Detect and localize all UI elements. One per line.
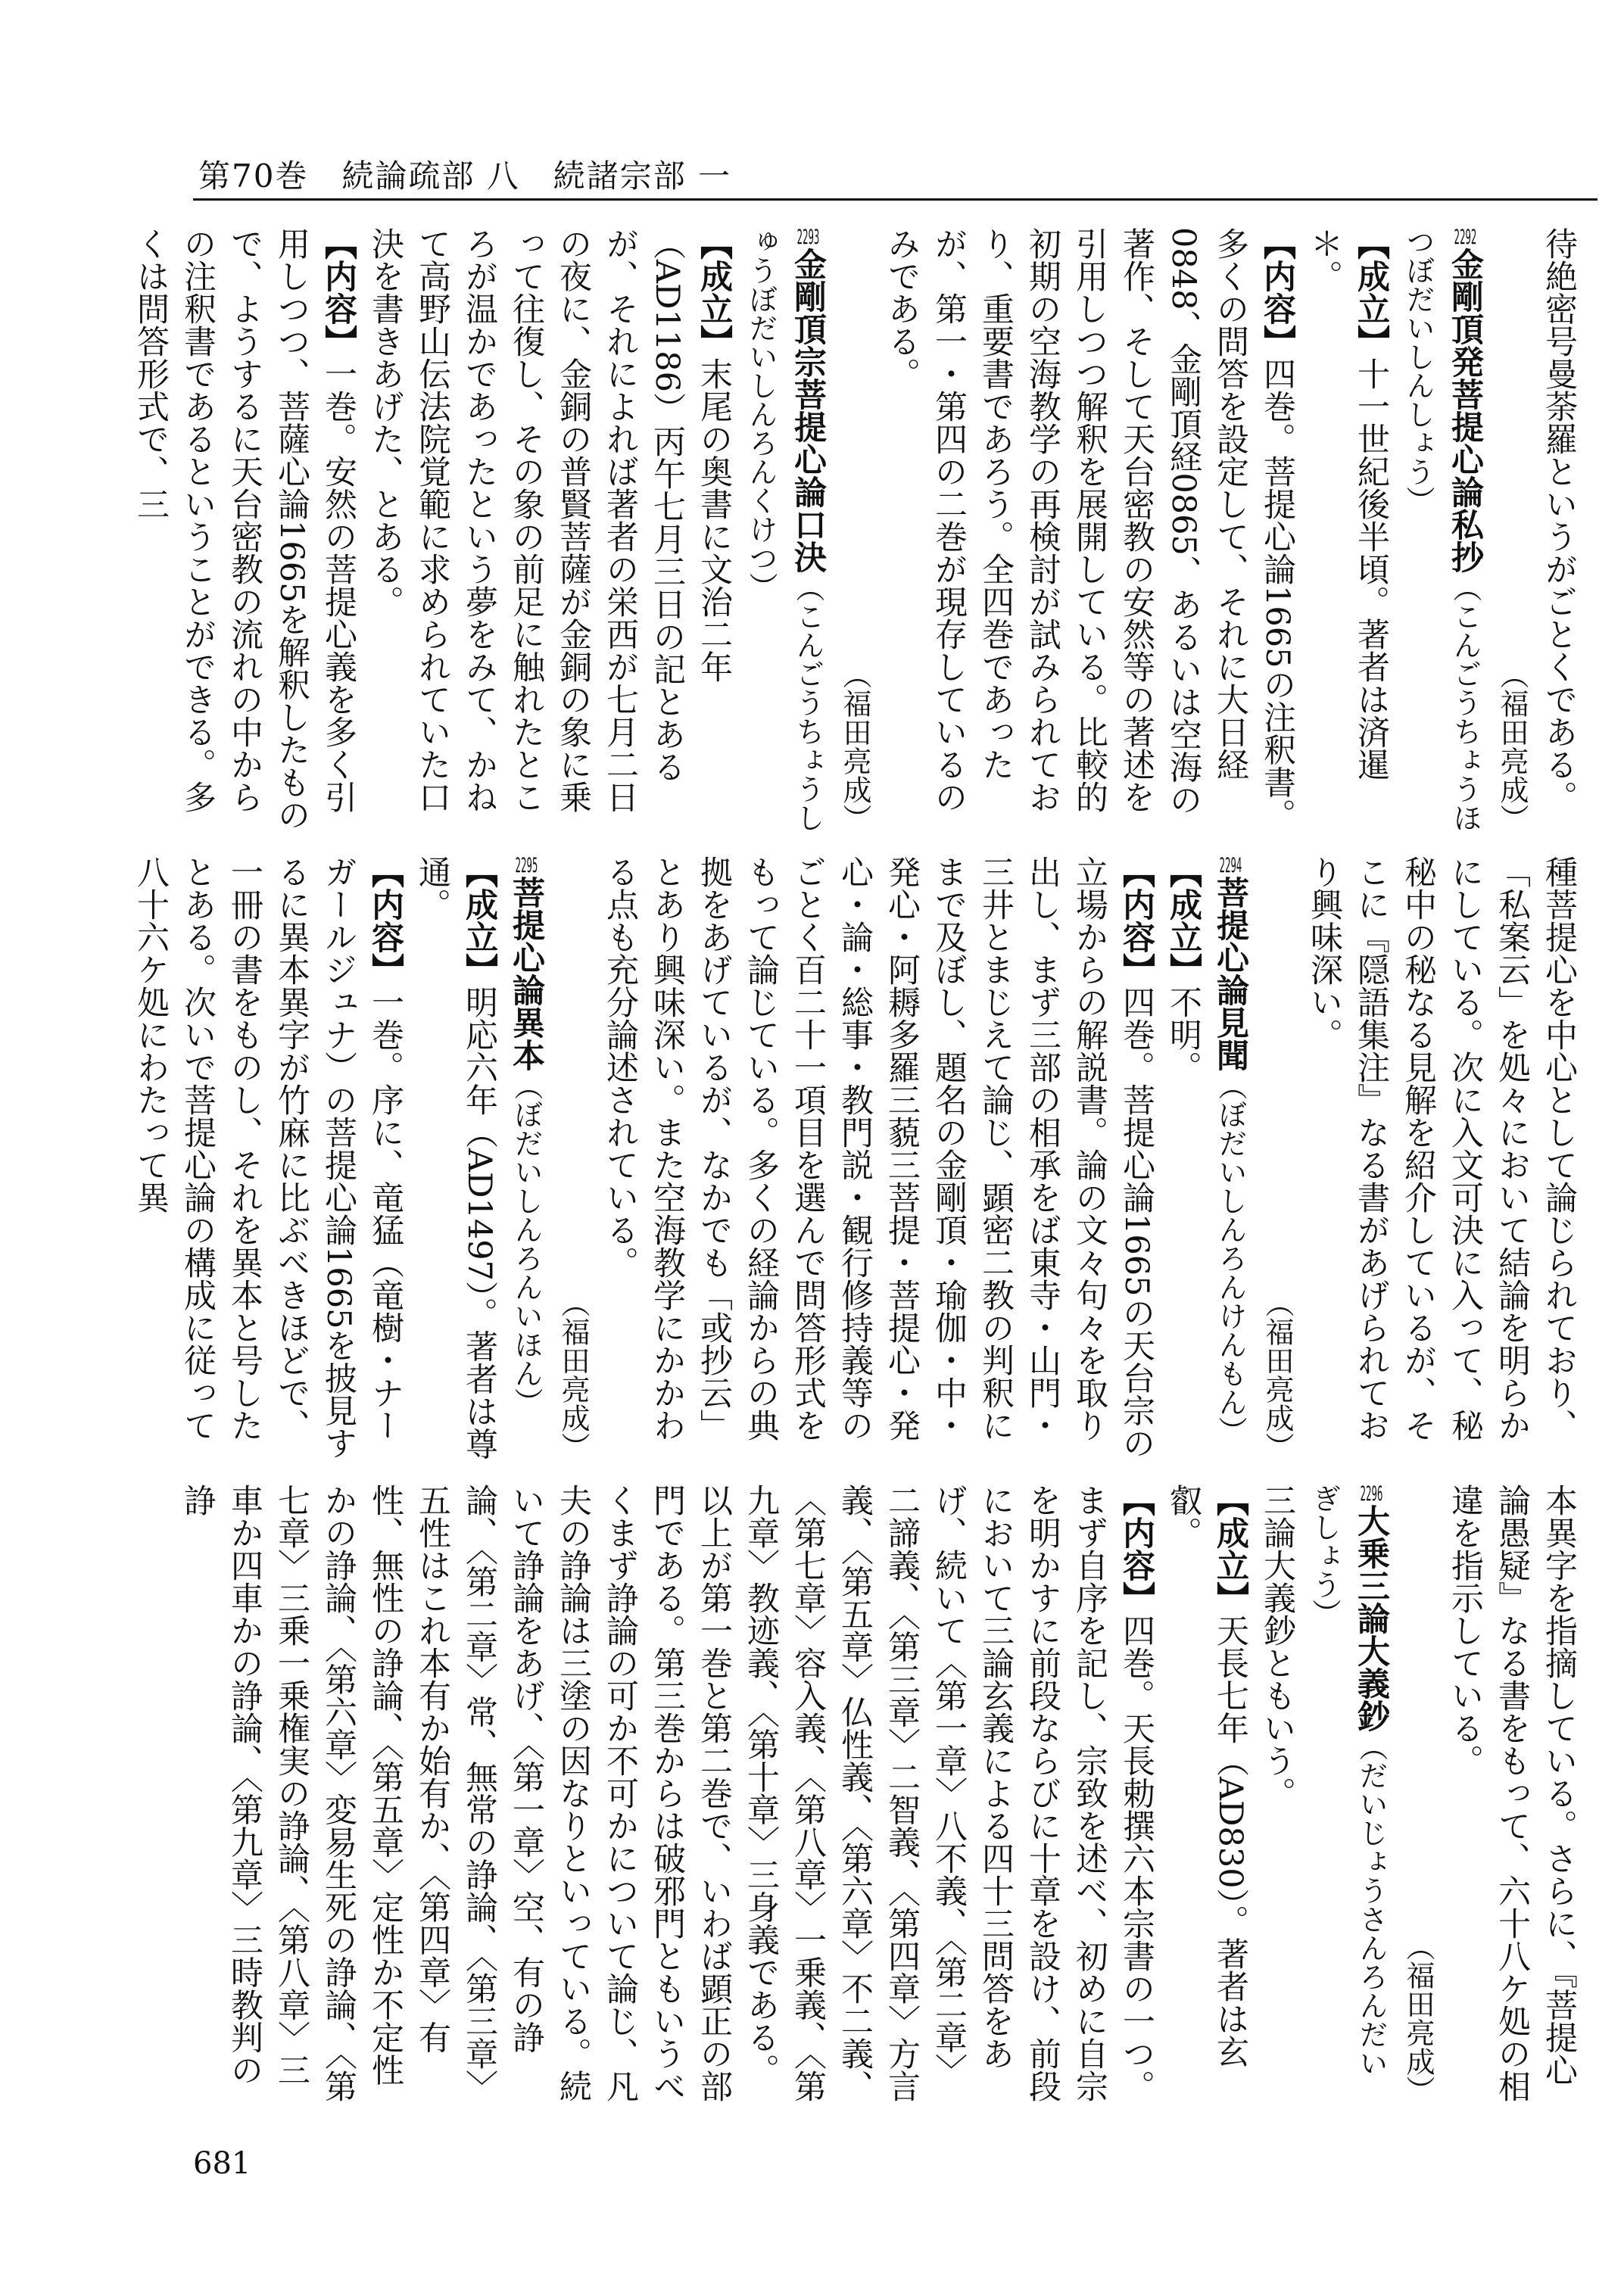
entry-text: 末尾の奥書に文治二年（AD1186）丙午七月三日の記とあるが、それによれば著者の栄西が七月二日の夜に、金銅の普賢菩薩が金銅の象に乗って往復し、その象の前足に触れたところが温かであったという夢をみて、かねて高野山伝法院覚範に求められていた口決を書きあげた、とある。 xyxy=(366,227,733,813)
entry-reading: （ぼだいしんろんいほん） xyxy=(510,1071,543,1416)
paragraph: 待絶密号曼荼羅というがごとくである。 xyxy=(1540,227,1578,813)
entry-number: 2293 xyxy=(796,227,820,248)
entry-text: 不明。 xyxy=(1164,986,1202,1083)
header-rule xyxy=(193,198,1598,201)
entry-heading xyxy=(1395,227,1488,833)
section-tag: 【成立】 xyxy=(1164,855,1202,986)
section-tag: 【内容】 xyxy=(1258,227,1296,357)
section-tag: 【内容】 xyxy=(366,855,404,986)
text-section-middle xyxy=(132,855,1582,1461)
entry-heading xyxy=(737,227,831,833)
section-tag: 【内容】 xyxy=(1117,1484,1155,1614)
entry-line xyxy=(362,227,737,833)
signature: （福田亮成） xyxy=(556,1288,590,1461)
text-section-top xyxy=(132,227,1582,833)
entry-line xyxy=(1160,855,1207,1461)
paragraph: 種菩提心を中心として論じられており、「私案云」を処々において結論を明らかにしている。次に入文可決に入って、秘秘中の秘なる見解を紹介しているが、そこに『隠語集注』なる書があげられており興味深い。 xyxy=(1305,855,1578,1441)
entry-heading xyxy=(1207,855,1254,1461)
paragraph: 本異字を指摘している。さらに、『菩提心論愚疑』なる書をもって、六十八ケ処の相違を指示している。 xyxy=(1446,1484,1578,2102)
page-number: 681 xyxy=(193,2146,251,2181)
entry-line xyxy=(409,855,503,1461)
entry-text: 四巻。菩提心論1665の天台宗の立場からの解説書。論の文々句々を取り出し、まず三部の相承をば東寺・山門・三井とまじえて論じ、顕密二教の判釈にまで及ぼし、題名の金剛頂・瑜伽・中・発心・阿耨多羅三藐三菩提・菩提心・発心・論・総事・教門説・観行修持義等のごとく百二十一項目を選んで問答形式をもって論じている。多くの経論からの典拠をあげているが、なかでも「或抄云」とあり興味深い。また空海教学にかかわる点も充分論述されている。 xyxy=(601,855,1155,1460)
section-tag: 【成立】 xyxy=(1211,1484,1249,1614)
entry-title: 菩提心論異本 xyxy=(507,876,545,1071)
entry-text: 一巻。序に、竜猛（竜樹・ナーガールジュナ）の菩提心論1665を披見するに異本異字が竹麻に比ぶべきほどで、一冊の書をものし、それを異本と号したとある。次いで菩提心論の構成に従って八十六ケ処にわたって異 xyxy=(132,855,404,1460)
section-tag: 【成立】 xyxy=(695,227,733,357)
entry-line xyxy=(1301,227,1395,833)
entry-text: 十一世紀後半頃。著者は済暹＊。 xyxy=(1305,227,1390,780)
text-section-bottom xyxy=(179,1484,1582,2105)
entry-line xyxy=(1160,1484,1254,2105)
running-header: 第70巻 続論疏部 八 続諸宗部 一 xyxy=(198,157,732,195)
entry-number: 2295 xyxy=(515,855,538,876)
entry-text: 天長七年（AD830）。著者は玄叡。 xyxy=(1164,1484,1249,2068)
entry-reading: （ぼだいしんろんけんもん） xyxy=(1214,1071,1247,1445)
entry-title: 大乗三論大義鈔 xyxy=(1352,1504,1390,1732)
entry-text: 一巻。安然の菩提心義を多く引用しつつ、菩薩心論1665を解釈したもので、ようするに天台密教の流れの中からの注釈書であるということができる。多くは問答形式で、三 xyxy=(132,227,357,831)
entry-number: 2294 xyxy=(1219,855,1242,876)
signature: （福田亮成） xyxy=(1401,1932,1435,2105)
entry-line xyxy=(174,1484,1160,2105)
entry-title: 金剛頂発菩提心論私抄 xyxy=(1446,248,1484,573)
entry-text: 四巻。菩提心論1665の注釈書。多くの問答を設定して、それに大日経0848、金剛頂経0865、あるいは空海の著作、そして天台密教の安然等の著述を引用しつつ解釈を展開している。比較的初期の空海教学の再検討が試みられており、重要書であろう。全四巻であったが、第一・第四の二巻が現存しているのみである。 xyxy=(883,227,1296,831)
entry-heading xyxy=(1301,1484,1395,2105)
signature: （福田亮成） xyxy=(1495,660,1529,833)
entry-line xyxy=(597,855,1160,1461)
entry-number: 2296 xyxy=(1360,1484,1383,1504)
section-tag: 【成立】 xyxy=(1352,227,1390,357)
entry-heading xyxy=(503,855,550,1461)
entry-number: 2292 xyxy=(1454,227,1477,248)
signature: （福田亮成） xyxy=(838,660,871,833)
entry-text: 四巻。天長勅撰六本宗書の一つ。まず自序を記し、宗致を述べ、初めに自宗を明かすに前段ならびに十章を設け、前段において三論玄義による四十三問答をあげ、続いて〈第一章〉八不義、〈第二章〉二諦義、〈第三章〉二智義、〈第四章〉方言義、〈第五章〉仏性義、〈第六章〉不二義、〈第七章〉容入義、〈第八章〉一乗義、〈第九章〉教迹義、〈第十章〉三身義である。以上が第一巻と第二巻で、いわば顕正の部門である。第三巻からは破邪門ともいうべくまず諍論の可か不可かについて論じ、凡夫の諍論は三塗の因なりといっている。続いて諍論をあげ、〈第一章〉空、有の諍論、〈第二章〉常、無常の諍論、〈第三章〉五性はこれ本有か始有か、〈第四章〉有性、無性の諍論、〈第五章〉定性か不定性かの諍論、〈第六章〉変易生死の諍論、〈第七章〉三乗一乗権実の諍論、〈第八章〉三車か四車かの諍論、〈第九章〉三時教判の諍 xyxy=(179,1484,1155,2102)
entry-reading: （だいじょうさんろんだいぎしょう） xyxy=(1308,1484,1388,2077)
entry-line xyxy=(878,227,1301,833)
entry-reading: （こんごうちょうほつぼだいしんしょう） xyxy=(1401,227,1482,832)
entry-line xyxy=(127,227,362,833)
entry-title: 菩提心論見聞 xyxy=(1211,876,1249,1071)
entry-title: 金剛頂宗菩提心論口決 xyxy=(789,248,827,573)
section-tag: 【成立】 xyxy=(460,855,498,986)
entry-line xyxy=(127,855,409,1461)
entry-reading: （こんごうちょうしゅうぼだいしんろんくけつ） xyxy=(744,227,824,832)
section-tag: 【内容】 xyxy=(320,227,357,357)
entry-alias: 三論大義鈔ともいう。 xyxy=(1258,1484,1296,1809)
signature: （福田亮成） xyxy=(1261,1288,1294,1461)
entry-text: 明応六年（AD1497）。著者は尊通。 xyxy=(413,855,498,1460)
section-tag: 【内容】 xyxy=(1117,855,1155,986)
